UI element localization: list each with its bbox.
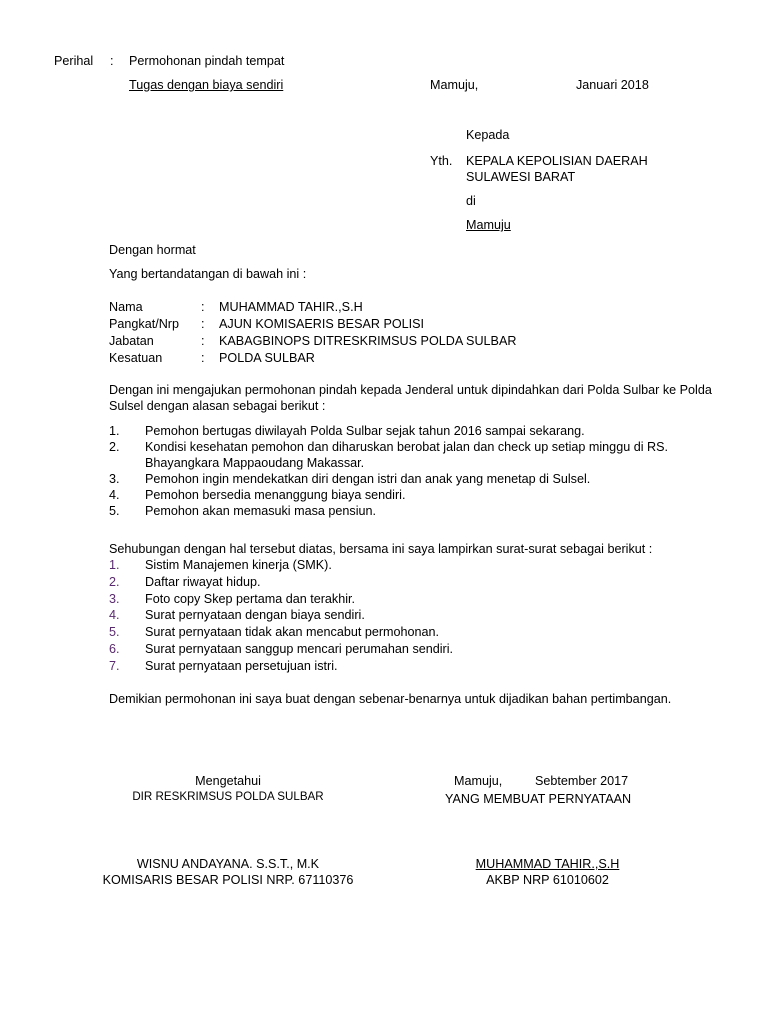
letter-place: Mamuju, [430,78,479,92]
list-item: 3. Foto copy Skep pertama dan terakhir. [109,591,356,606]
greeting: Dengan hormat [109,243,196,257]
closing-line: Demikian permohonan ini saya buat dengan sebenar-benarnya untuk dijadikan bahan pertimbangan. [109,692,672,706]
perihal-line1: Permohonan pindah tempat [129,54,285,68]
attachments-intro: Sehubungan dengan hal tersebut diatas, bersama ini saya lampirkan surat-surat sebagai berikut : [109,542,653,556]
recipient-di: di [466,194,476,208]
perihal-line2: Tugas dengan biaya sendiri [129,78,284,92]
identity-value: AJUN KOMISAERIS BESAR POLISI [219,317,425,331]
reasons-list [109,423,709,519]
signature-left-rank: KOMISARIS BESAR POLISI NRP. 67110376 [102,873,354,887]
list-item: 6. Surat pernyataan sanggup mencari perumahan sendiri. [109,641,454,656]
list-item: 1. Pemohon bertugas diwilayah Polda Sulbar sejak tahun 2016 sampai sekarang. [109,424,585,438]
signature-right-date: Sebtember 2017 [535,774,629,788]
list-item: 5. Pemohon akan memasuki masa pensiun. [109,504,377,518]
list-item: 1. Sistim Manajemen kinerja (SMK). [109,558,332,572]
identity-colon: : [201,300,205,314]
attachments-list [109,557,709,675]
identity-colon: : [201,317,205,331]
list-item: 4. Pemohon bersedia menanggung biaya sendiri. [109,488,406,502]
identity-colon: : [201,351,205,365]
list-item: 7. Surat pernyataan persetujuan istri. [109,658,338,673]
perihal-colon: : [110,54,114,68]
signature-left-title: Mengetahui [195,774,261,788]
identity-value: POLDA SULBAR [219,351,315,365]
letter-date: Januari 2018 [576,78,649,92]
list-item: 3. Pemohon ingin mendekatkan diri dengan istri dan anak yang menetap di Sulsel. [109,472,591,486]
signature-left-block [100,773,356,805]
signature-right-title: YANG MEMBUAT PERNYATAAN [445,792,632,806]
signature-right-name-block [460,856,635,888]
signature-left-name-block [100,856,356,888]
signature-right-rank: AKBP NRP 61010602 [486,873,609,887]
recipient-city: Mamuju [466,218,511,232]
signature-left-name: WISNU ANDAYANA. S.S.T., M.K [136,857,320,871]
recipient-kepada: Kepada [466,128,510,142]
perihal-label: Perihal [54,54,94,68]
identity-colon: : [201,334,205,348]
signature-left-office: DIR RESKRIMSUS POLDA SULBAR [132,790,324,803]
recipient-yth: Yth. [430,154,453,168]
signature-right-place: Mamuju, [454,774,503,788]
list-item: 5. Surat pernyataan tidak akan mencabut permohonan. [109,625,440,640]
recipient-line2: SULAWESI BARAT [466,170,576,184]
recipient-line1: KEPALA KEPOLISIAN DAERAH [466,154,648,168]
identity-label: Kesatuan [109,351,163,365]
list-item: 2. Kondisi kesehatan pemohon dan diharuskan berobat jalan dan check up setiap minggu di RS. Bhayangkara Mappaoudang Makassar. [109,440,668,470]
signature-right-name: MUHAMMAD TAHIR.,S.H [475,857,620,871]
identity-label: Pangkat/Nrp [109,317,180,331]
identity-value: KABAGBINOPS DITRESKRIMSUS POLDA SULBAR [219,334,517,348]
request-paragraph: Dengan ini mengajukan permohonan pindah kepada Jenderal untuk dipindahkan dari Polda Sulbar ke Polda Sulsel dengan alasan sebagai berikut : [109,383,712,413]
identity-label: Jabatan [109,334,154,348]
identity-label: Nama [109,300,143,314]
identity-value: MUHAMMAD TAHIR.,S.H [219,300,363,314]
list-item: 2. Daftar riwayat hidup. [109,574,261,589]
intro-line: Yang bertandatangan di bawah ini : [109,267,307,281]
list-item: 4. Surat pernyataan dengan biaya sendiri. [109,608,365,623]
